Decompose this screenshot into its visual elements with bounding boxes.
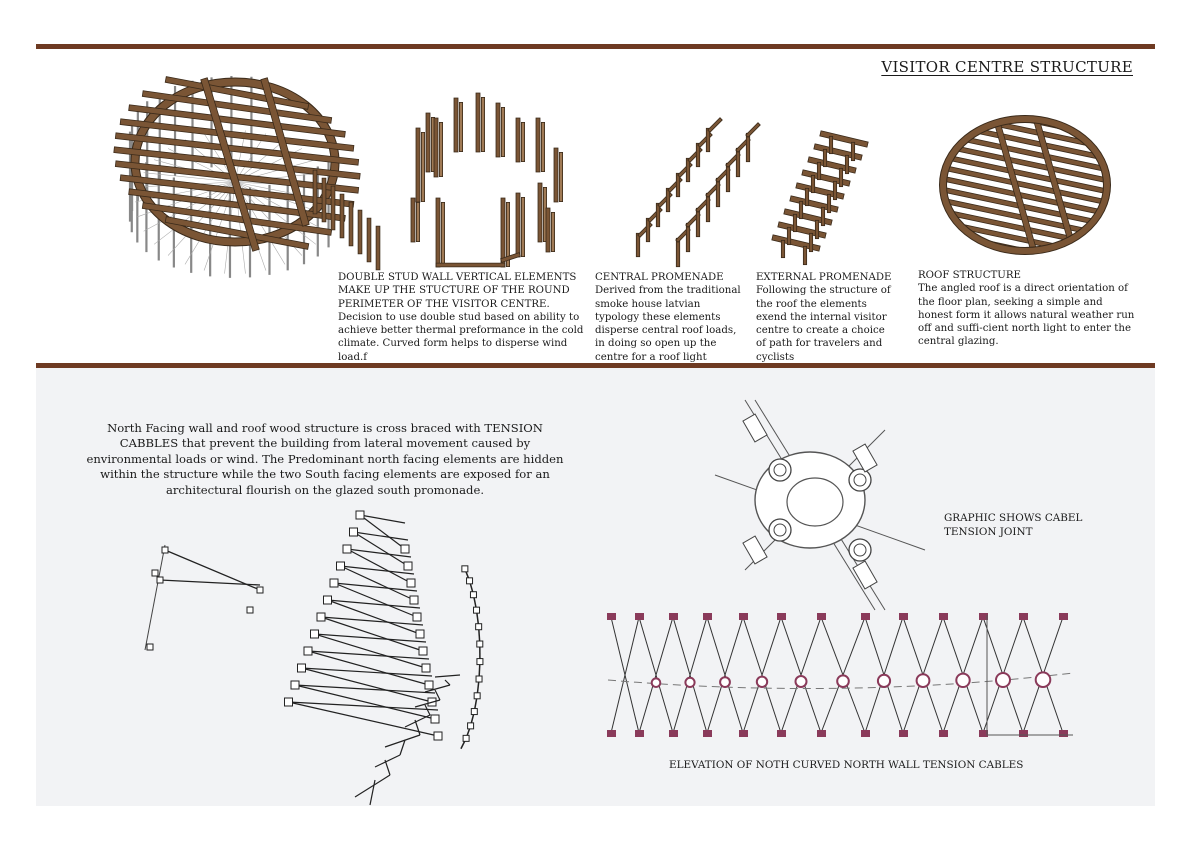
central-promenade-drawing: [628, 115, 738, 265]
elevation-label: ELEVATION OF NOTH CURVED NORTH WALL TENSION CABLES: [669, 759, 1024, 771]
external-promenade-drawing: [765, 113, 875, 263]
tension-joint-label: GRAPHIC SHOWS CABEL TENSION JOINT: [944, 512, 1083, 538]
caption-double-stud-wall: [338, 271, 588, 364]
caption-body: The angled roof is a direct orientation of the floor plan, seeking a simple and honest form it allows natural weather run off and suffi-cient north light to enter the central glazing.: [918, 283, 1135, 348]
small-cross-brace-drawing: [140, 535, 270, 655]
caption-external-promenade: [756, 271, 896, 364]
caption-heading: CENTRAL PROMENADE: [595, 272, 724, 283]
caption-body: Following the structure of the roof the elements exend the internal visitor centre to create a choice of path for travelers and cyclists: [756, 285, 891, 363]
cable-tension-joint-drawing: [715, 400, 945, 620]
page-title: VISITOR CENTRE STRUCTURE: [881, 58, 1133, 76]
caption-heading: DOUBLE STUD WALL VERTICAL ELEMENTS MAKE UP THE STUCTURE OF THE ROUND PERIMETER OF THE VISITOR CENTRE.: [338, 272, 577, 310]
curved-roof-bracing-drawing: [270, 505, 490, 805]
tension-cable-description: North Facing wall and roof wood structure is cross braced with TENSION CABBLES that prevent the building from lateral movement caused by environmental loads or wind. The Predominant north facing elements are hidden within the structure while the two South facing elements are exposed for an architectural flourish on the glazed south promonade.: [86, 421, 564, 497]
double-stud-wall-drawing: [398, 90, 568, 270]
caption-body: Derived from the traditional smoke house latvian typology these elements disperse central roof loads, in doing so open up the centre for a roof light: [595, 285, 741, 363]
caption-heading: ROOF STRUCTURE: [918, 270, 1021, 281]
top-divider-rule: [36, 44, 1155, 49]
caption-roof-structure: [918, 269, 1136, 349]
full-structure-axonometric: [85, 62, 385, 302]
roof-structure-drawing: [940, 115, 1110, 255]
north-wall-tension-elevation: [603, 605, 1083, 745]
caption-central-promenade: [595, 271, 747, 364]
caption-heading: EXTERNAL PROMENADE: [756, 272, 892, 283]
caption-body: Decision to use double stud based on ability to achieve better thermal preformance in the cold climate. Curved form helps to disperse wind load.f: [338, 311, 584, 363]
